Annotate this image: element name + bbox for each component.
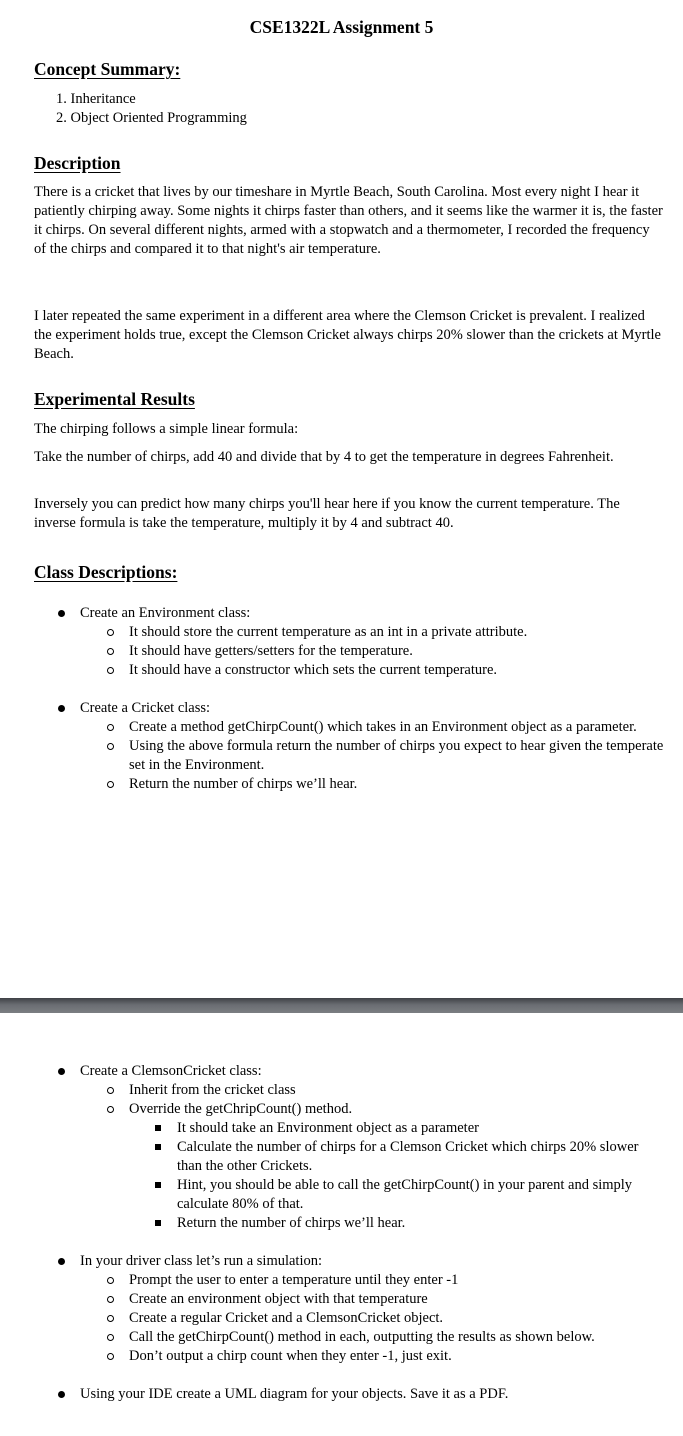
list-item: Create a Cricket class:: [56, 699, 666, 718]
list-item: Create a method getChirpCount() which takes in an Environment object as a parameter.: [56, 718, 666, 737]
results-paragraph: The chirping follows a simple linear formula:: [34, 421, 299, 437]
list-item: Return the number of chirps we’ll hear.: [56, 775, 666, 794]
list-item: It should store the current temperature as an int in a private attribute.: [56, 623, 666, 642]
list-item: It should have a constructor which sets the current temperature.: [56, 661, 666, 680]
list-item: Create a ClemsonCricket class:: [56, 1062, 666, 1081]
driver-class-list: [56, 1252, 666, 1366]
cricket-class-list: [56, 699, 666, 794]
list-item: 1. Inheritance: [56, 91, 136, 107]
results-paragraph: Take the number of chirps, add 40 and divide that by 4 to get the temperature in degrees Fahrenheit.: [34, 449, 614, 465]
list-item: Return the number of chirps we’ll hear.: [56, 1214, 666, 1233]
list-item: Don’t output a chirp count when they enter -1, just exit.: [56, 1347, 666, 1366]
description-paragraph: I later repeated the same experiment in a different area where the Clemson Cricket is prevalent. I realized the experiment holds true, except the Clemson Cricket always chirps 20% slower than the crickets at Myrtle Beach.: [34, 308, 661, 362]
document-page-2: [0, 1013, 683, 1436]
list-item: Using the above formula return the number of chirps you expect to hear given the temperate set in the Environment.: [56, 737, 666, 775]
list-item: Create a regular Cricket and a ClemsonCricket object.: [56, 1309, 666, 1328]
results-paragraph: Inversely you can predict how many chirps you'll hear here if you know the current temperature. The inverse formula is take the temperature, multiply it by 4 and subtract 40.: [34, 496, 620, 531]
description-heading: Description: [34, 153, 121, 173]
list-item: Hint, you should be able to call the getChirpCount() in your parent and simply calculate 80% of that.: [56, 1176, 666, 1214]
document-title: CSE1322L Assignment 5: [249, 17, 434, 37]
list-item: Create an environment object with that temperature: [56, 1290, 666, 1309]
list-item: Call the getChirpCount() method in each, outputting the results as shown below.: [56, 1328, 666, 1347]
list-item: Prompt the user to enter a temperature until they enter -1: [56, 1271, 666, 1290]
uml-list: [56, 1385, 666, 1404]
concept-summary-heading: Concept Summary:: [34, 59, 181, 79]
environment-class-list: [56, 604, 666, 680]
clemson-cricket-class-list: [56, 1062, 666, 1233]
list-item: Using your IDE create a UML diagram for your objects. Save it as a PDF.: [56, 1385, 666, 1404]
description-paragraph: There is a cricket that lives by our timeshare in Myrtle Beach, South Carolina. Most every night I hear it patiently chirping away. Some nights it chirps faster than others, and it seems like the warmer it is, the faster it chirps. On several different nights, armed with a stopwatch and a thermometer, I recorded the frequency of the chirps and compared it to that night's air temperature.: [34, 184, 663, 257]
concept-summary-list: [56, 90, 247, 128]
list-item: It should take an Environment object as a parameter: [56, 1119, 666, 1138]
list-item: Override the getChripCount() method.: [56, 1100, 666, 1119]
experimental-results-heading: Experimental Results: [34, 389, 195, 409]
page-separator: [0, 998, 683, 1013]
list-item: Calculate the number of chirps for a Clemson Cricket which chirps 20% slower than the other Crickets.: [56, 1138, 666, 1176]
list-item: Inherit from the cricket class: [56, 1081, 666, 1100]
list-item: It should have getters/setters for the temperature.: [56, 642, 666, 661]
list-item: 2. Object Oriented Programming: [56, 110, 247, 126]
class-descriptions-heading: Class Descriptions:: [34, 562, 178, 582]
list-item: In your driver class let’s run a simulation:: [56, 1252, 666, 1271]
list-item: Create an Environment class:: [56, 604, 666, 623]
